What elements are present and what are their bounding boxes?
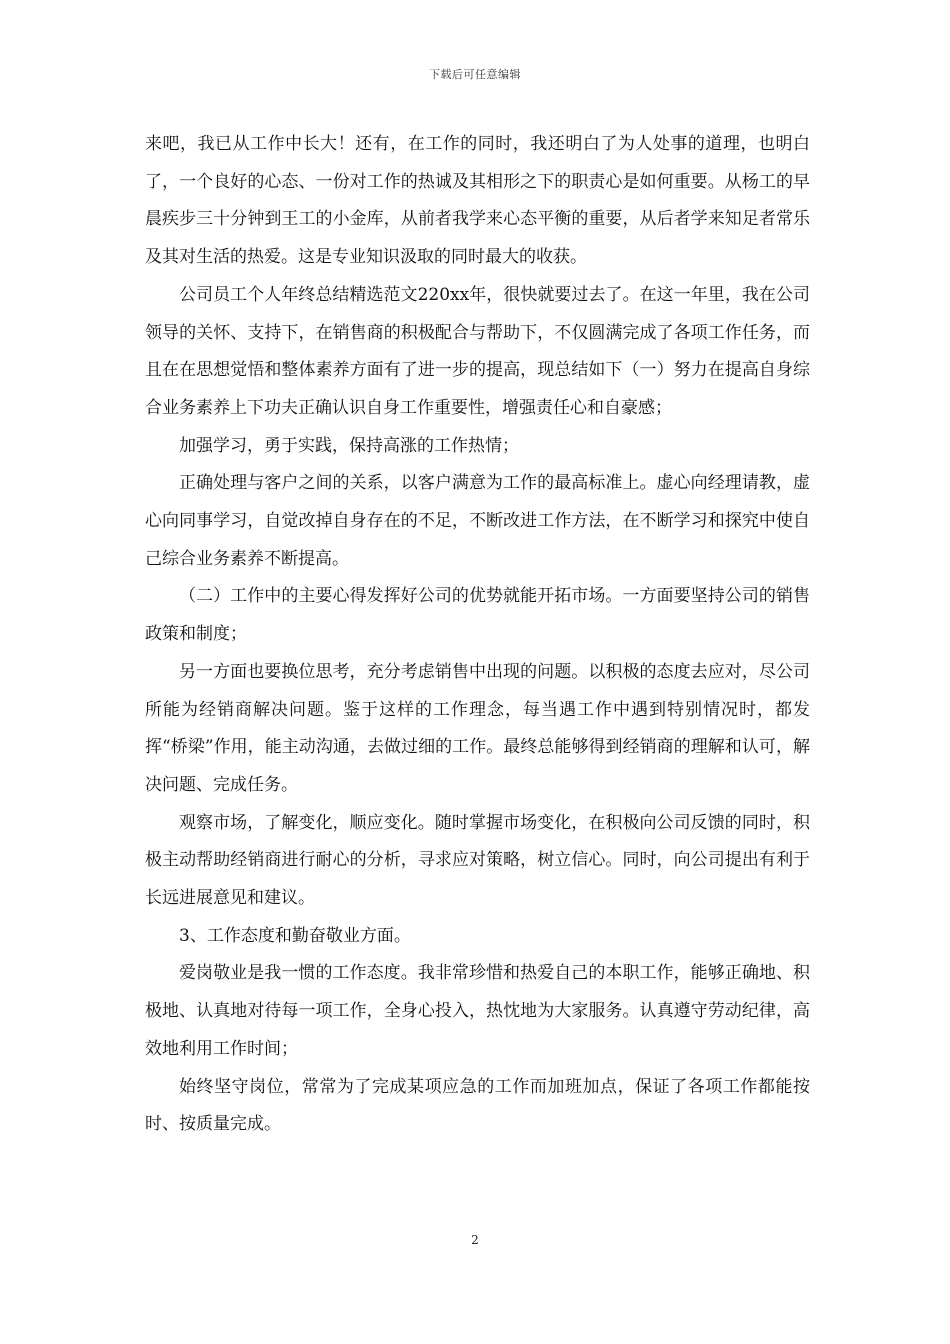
paragraph: （二）工作中的主要心得发挥好公司的优势就能开拓市场。一方面要坚持公司的销售政策和制度； (145, 586, 810, 645)
paragraph: 公司员工个人年终总结精选范文220xx年，很快就要过去了。在这一年里，我在公司领导的关怀、支持下，在销售商的积极配合与帮助下，不仅圆满完成了各项工作任务，而且在在思想觉悟和整体素养方面有了进一步的提高，现总结如下（一）努力在提高自身综合业务素养上下功夫正确认识自身工作重要性，增强责任心和自豪感； (145, 284, 810, 418)
paragraph: 3、工作态度和勤奋敬业方面。 (179, 925, 411, 946)
document-body (145, 126, 810, 1144)
page-number: 2 (471, 1233, 479, 1247)
paragraph: 观察市场，了解变化，顺应变化。随时掌握市场变化，在积极向公司反馈的同时，积极主动帮助经销商进行耐心的分析，寻求应对策略，树立信心。同时，向公司提出有利于长远进展意见和建议。 (145, 812, 810, 909)
paragraph: 加强学习，勇于实践，保持高涨的工作热情； (179, 435, 519, 456)
paragraph: 另一方面也要换位思考，充分考虑销售中出现的问题。以积极的态度去应对，尽公司所能为经销商解决问题。鉴于这样的工作理念，每当遇工作中遇到特别情况时，都发挥“桥梁”作用，能主动沟通，去做过细的工作。最终总能够得到经销商的理解和认可，解决问题、完成任务。 (145, 661, 810, 795)
paragraph: 始终坚守岗位，常常为了完成某项应急的工作而加班加点，保证了各项工作都能按时、按质量完成。 (145, 1076, 810, 1135)
paragraph: 爱岗敬业是我一惯的工作态度。我非常珍惜和热爱自己的本职工作，能够正确地、积极地、认真地对待每一项工作，全身心投入，热忱地为大家服务。认真遵守劳动纪律，高效地利用工作时间； (145, 963, 810, 1059)
page-header: 下载后可任意编辑 (429, 68, 521, 81)
paragraph: 正确处理与客户之间的关系，以客户满意为工作的最高标准上。虚心向经理请教，虚心向同事学习，自觉改掉自身存在的不足，不断改进工作方法，在不断学习和探究中使自己综合业务素养不断提高。 (145, 473, 810, 569)
paragraph: 来吧，我已从工作中长大！还有，在工作的同时，我还明白了为人处事的道理，也明白了，一个良好的心态、一份对工作的热诚及其相形之下的职责心是如何重要。从杨工的早晨疾步三十分钟到王工的小金库，从前者我学来心态平衡的重要，从后者学来知足者常乐及其对生活的热爱。这是专业知识汲取的同时最大的收获。 (145, 134, 810, 268)
